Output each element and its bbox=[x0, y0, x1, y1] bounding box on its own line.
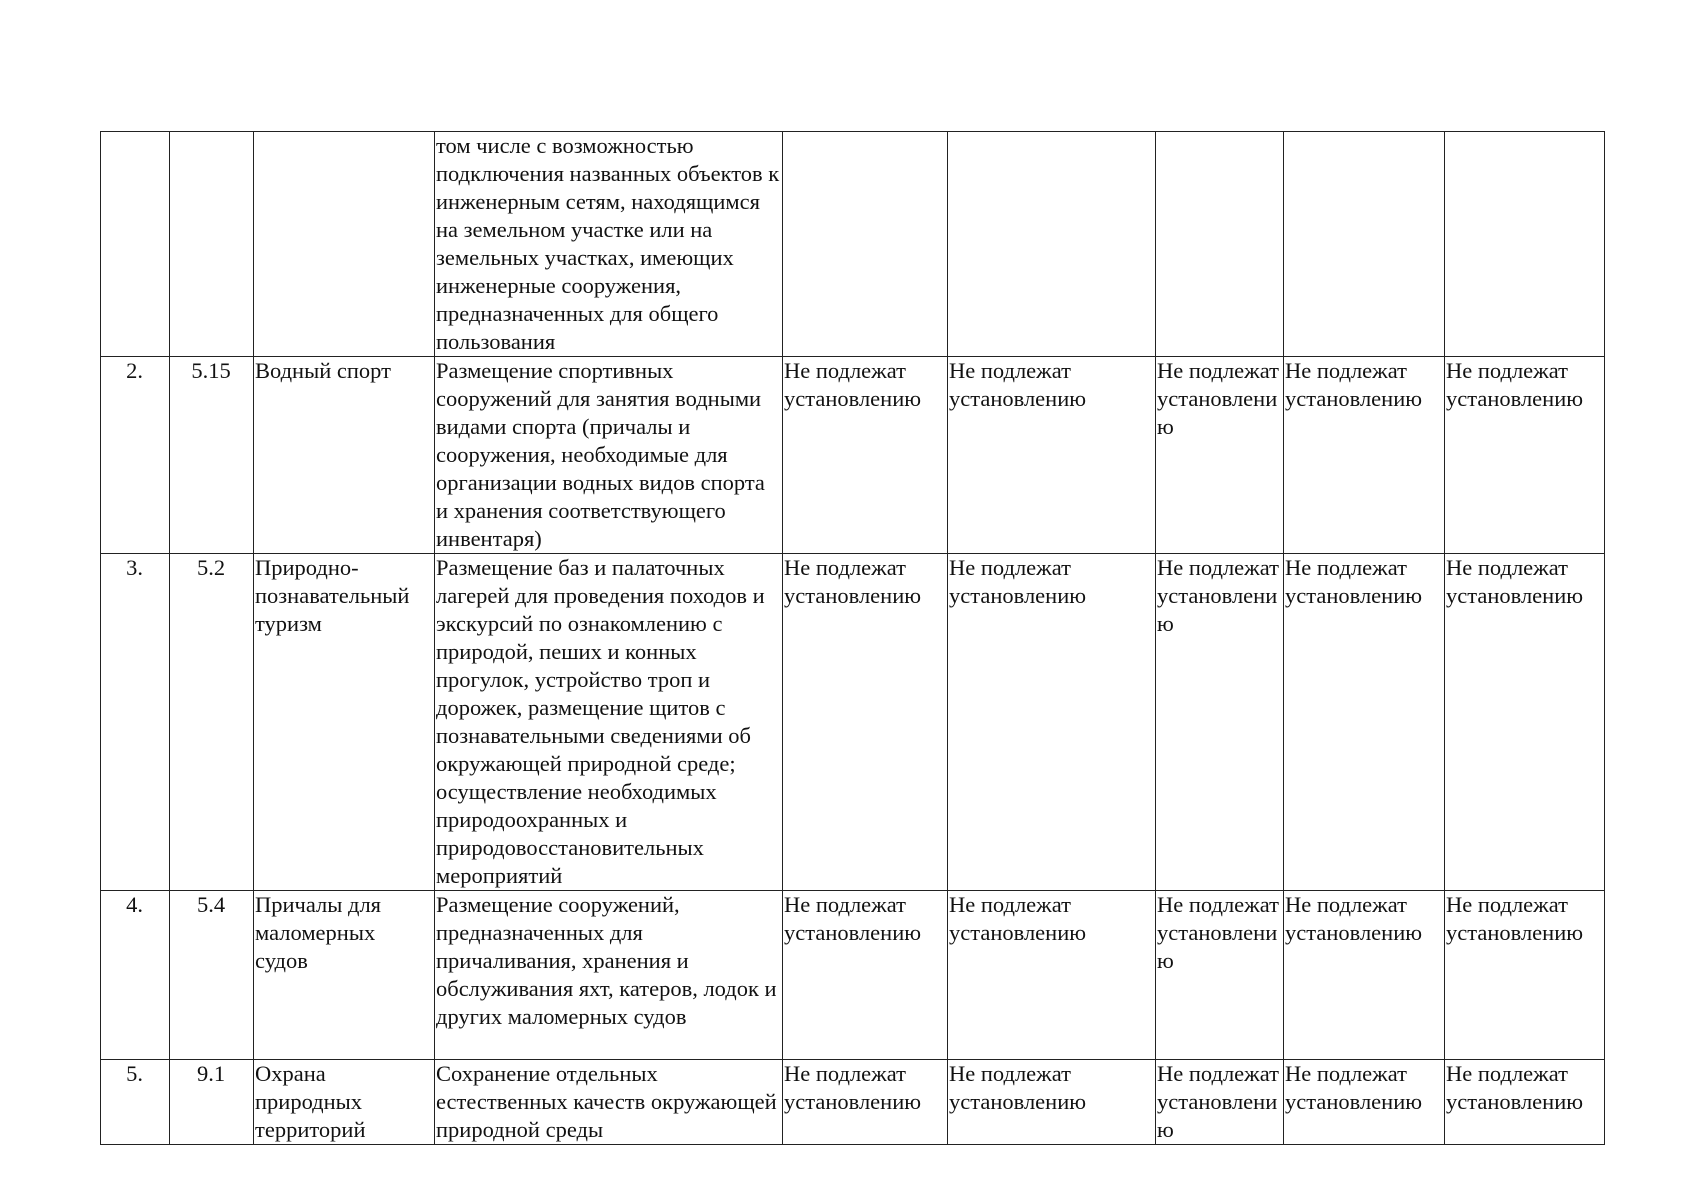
row-number-cell: 5. bbox=[101, 1060, 170, 1145]
use-name-cell: Водный спорт bbox=[254, 357, 435, 554]
row-number-cell bbox=[101, 132, 170, 357]
parameter-cell: Не подлежат установлению bbox=[1156, 891, 1284, 1060]
use-name-cell bbox=[254, 132, 435, 357]
use-code-cell: 5.4 bbox=[170, 891, 254, 1060]
table-row bbox=[101, 554, 1605, 891]
use-description-cell: Размещение спортивных сооружений для занятия водными видами спорта (причалы и сооружения, необходимые для организации водных видов спорта и хранения соответствующего инвентаря) bbox=[435, 357, 783, 554]
row-number-cell: 2. bbox=[101, 357, 170, 554]
use-name-cell: Охрана природных территорий bbox=[254, 1060, 435, 1145]
use-description-cell: том числе с возможностью подключения названных объектов к инженерным сетям, находящимся на земельном участке или на земельных участках, имеющих инженерные сооружения, предназначенных для общего пользования bbox=[435, 132, 783, 357]
parameter-cell bbox=[1445, 132, 1605, 357]
parameter-cell: Не подлежат установлению bbox=[1445, 554, 1605, 891]
use-code-cell: 5.2 bbox=[170, 554, 254, 891]
parameter-cell: Не подлежат установлению bbox=[948, 1060, 1156, 1145]
land-use-regulations-table bbox=[100, 131, 1605, 1145]
parameter-cell: Не подлежат установлению bbox=[1445, 1060, 1605, 1145]
row-number-cell: 4. bbox=[101, 891, 170, 1060]
parameter-cell: Не подлежат установлению bbox=[1445, 891, 1605, 1060]
table-row bbox=[101, 357, 1605, 554]
parameter-cell: Не подлежат установлению bbox=[1445, 357, 1605, 554]
parameter-cell: Не подлежат установлению bbox=[783, 357, 948, 554]
parameter-cell bbox=[948, 132, 1156, 357]
parameter-cell: Не подлежат установлению bbox=[1156, 554, 1284, 891]
parameter-cell: Не подлежат установлению bbox=[1284, 357, 1445, 554]
parameter-cell bbox=[1156, 132, 1284, 357]
parameter-cell: Не подлежат установлению bbox=[1284, 554, 1445, 891]
parameter-cell: Не подлежат установлению bbox=[783, 891, 948, 1060]
table-row bbox=[101, 891, 1605, 1060]
table-row bbox=[101, 1060, 1605, 1145]
parameter-cell: Не подлежат установлению bbox=[783, 1060, 948, 1145]
parameter-cell: Не подлежат установлению bbox=[948, 891, 1156, 1060]
parameter-cell: Не подлежат установлению bbox=[948, 554, 1156, 891]
parameter-cell: Не подлежат установлению bbox=[1284, 891, 1445, 1060]
use-code-cell: 9.1 bbox=[170, 1060, 254, 1145]
use-description-cell: Размещение сооружений, предназначенных для причаливания, хранения и обслуживания яхт, катеров, лодок и других маломерных судов bbox=[435, 891, 783, 1060]
table-row bbox=[101, 132, 1605, 357]
use-name-cell: Причалы для маломерных судов bbox=[254, 891, 435, 1060]
parameter-cell: Не подлежат установлению bbox=[1156, 357, 1284, 554]
use-description-cell: Сохранение отдельных естественных качеств окружающей природной среды bbox=[435, 1060, 783, 1145]
parameter-cell: Не подлежат установлению bbox=[1284, 1060, 1445, 1145]
parameter-cell: Не подлежат установлению bbox=[783, 554, 948, 891]
row-number-cell: 3. bbox=[101, 554, 170, 891]
use-code-cell: 5.15 bbox=[170, 357, 254, 554]
parameter-cell bbox=[783, 132, 948, 357]
use-code-cell bbox=[170, 132, 254, 357]
parameter-cell: Не подлежат установлению bbox=[948, 357, 1156, 554]
parameter-cell: Не подлежат установлению bbox=[1156, 1060, 1284, 1145]
parameter-cell bbox=[1284, 132, 1445, 357]
use-description-cell: Размещение баз и палаточных лагерей для проведения походов и экскурсий по ознакомлению с природой, пеших и конных прогулок, устройство троп и дорожек, размещение щитов с познавательными сведениями об окружающей природной среде; осуществление необходимых природоохранных и природовосстановительных мероприятий bbox=[435, 554, 783, 891]
use-name-cell: Природно-познавательный туризм bbox=[254, 554, 435, 891]
